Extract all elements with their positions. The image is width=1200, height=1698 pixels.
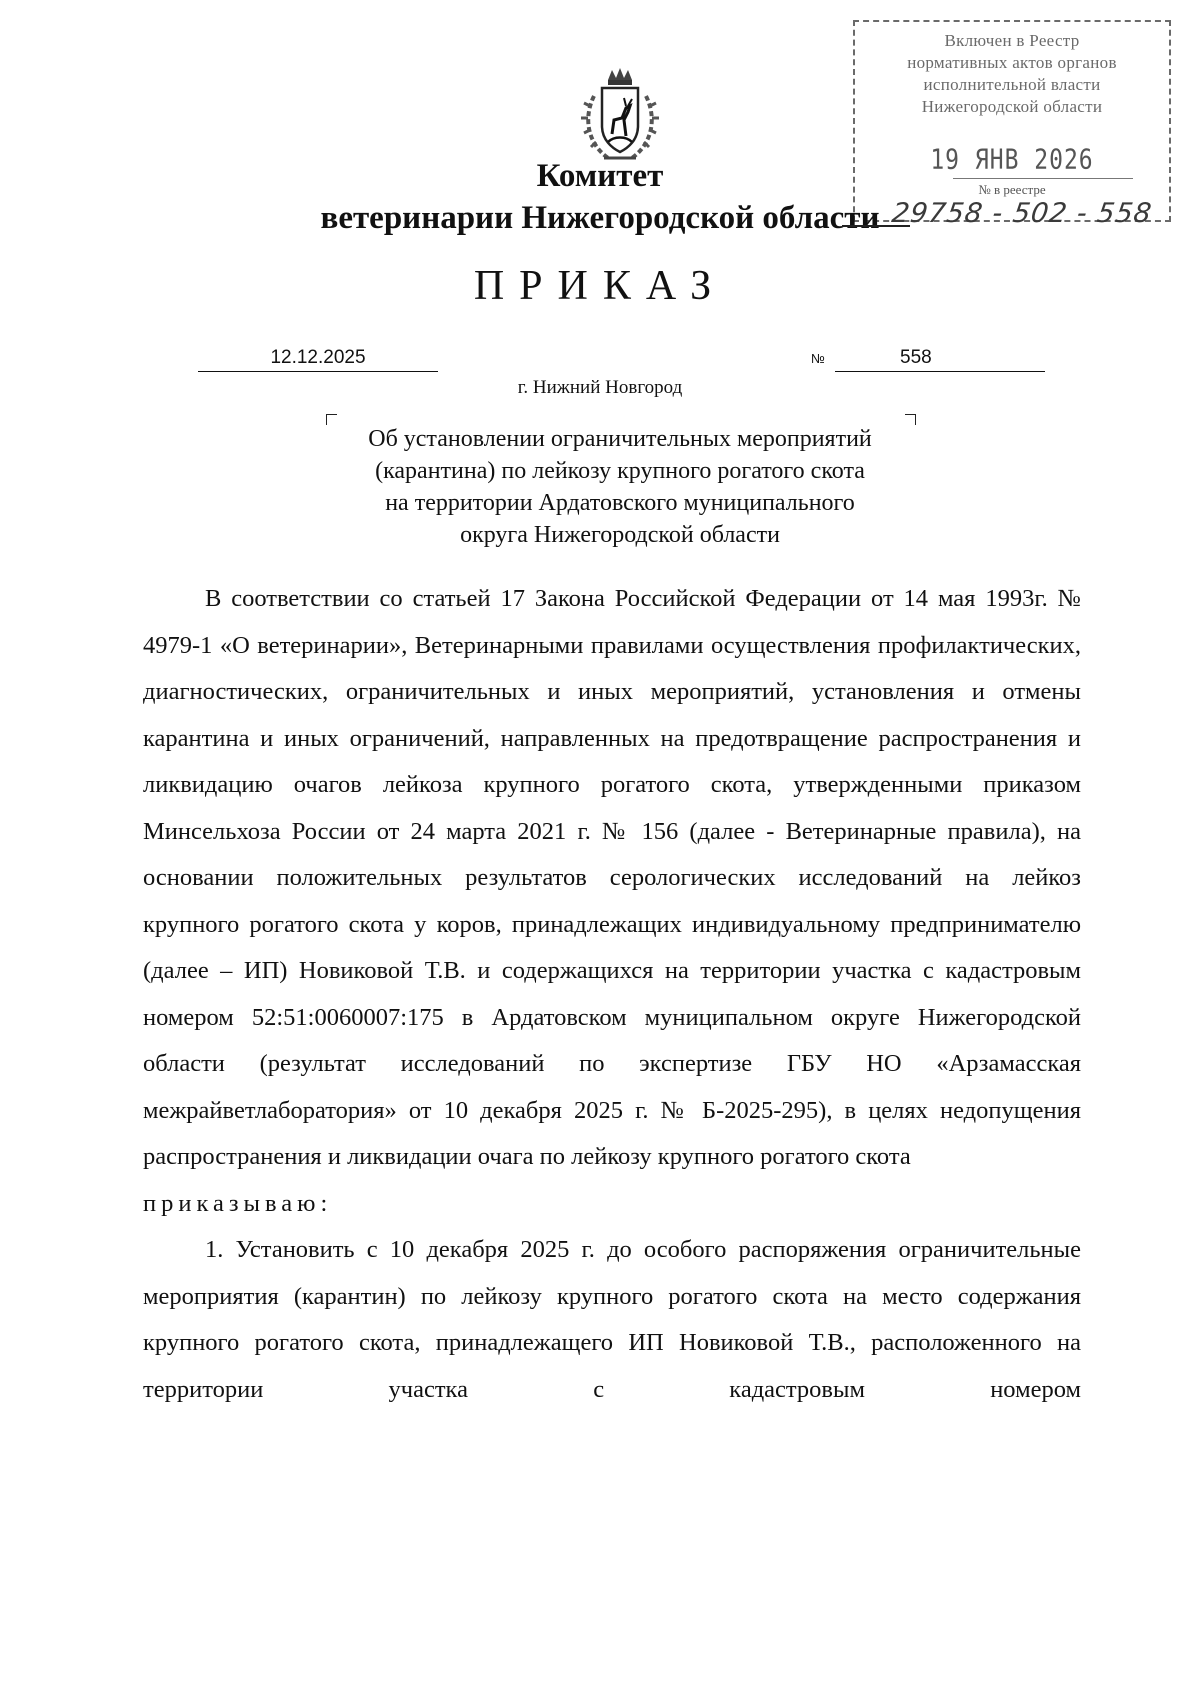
stamp-date: 19 ЯНВ 2026 bbox=[930, 144, 1094, 176]
order-date: 12.12.2025 bbox=[198, 347, 438, 372]
title-line: на территории Ардатовского муниципального bbox=[385, 490, 855, 516]
stamp-registry-label: № в реестре bbox=[978, 182, 1046, 197]
document-type-title: ПРИКАЗ bbox=[473, 263, 727, 309]
stamp-registry-number: 29758 - 502 - 558 bbox=[889, 198, 1155, 229]
stamp-line: Включен в Реестр bbox=[944, 31, 1080, 50]
stamp-line: нормативных актов органов bbox=[907, 53, 1117, 72]
stamp-line: Нижегородской области bbox=[921, 97, 1103, 116]
preamble-paragraph: В соответствии со статьей 17 Закона Российской Федерации от 14 мая 1993г. № 4979-1 «О ветеринарии», Ветеринарными правилами осуществления профилактических, диагностических, ограничительных и иных мероприятий, установления и отмены карантина и иных ограничений, направленных на предотвращение распространения и ликвидацию очагов лейкоза крупного рогатого скота, утвержденными приказом Минсельхоза России от 24 марта 2021 г. № 156 (далее - Ветеринарные правила), на основании положительных результатов серологических исследований на лейкоз крупного рогатого скота у коров, принадлежащих индивидуальному предпринимателю (далее – ИП) Новиковой Т.В. и содержащихся на территории участка с кадастровым номером 52:51:0060007:175 в Ардатовском муниципальном округе Нижегородской области (результат исследований по экспертизе ГБУ НО «Арзамасская межрайветлаборатория» от 10 декабря 2025 г. № Б-2025-295), в целях недопущения распространения и ликвидации очага по лейкозу крупного рогатого скота bbox=[143, 585, 1081, 1170]
order-directive-word: приказываю: bbox=[143, 1189, 333, 1217]
order-item-1: 1. Установить с 10 декабря 2025 г. до особого распоряжения ограничительные мероприятия (карантин) по лейкозу крупного рогатого скота на место содержания крупного рогатого скота, принадлежащего ИП Новиковой Т.В., расположенного на территории участка с кадастровым номером bbox=[143, 1236, 1081, 1403]
title-line: Об установлении ограничительных мероприятий bbox=[368, 426, 872, 452]
city-name: г. Нижний Новгород bbox=[517, 377, 683, 398]
organization-name-line2: ветеринарии Нижегородской области bbox=[320, 200, 880, 236]
organization-name: Комитет bbox=[536, 158, 664, 194]
order-title bbox=[300, 423, 940, 551]
coat-of-arms-icon bbox=[578, 66, 662, 166]
stamp-text bbox=[855, 30, 1169, 118]
order-number: 558 bbox=[835, 347, 1045, 372]
order-body bbox=[143, 576, 1081, 1413]
title-line: округа Нижегородской области bbox=[460, 522, 780, 548]
stamp-overlap-line bbox=[842, 225, 910, 227]
number-sign: № bbox=[811, 351, 825, 366]
stamp-line: исполнительной власти bbox=[923, 75, 1101, 94]
title-line: (карантина) по лейкозу крупного рогатого скота bbox=[375, 458, 865, 484]
